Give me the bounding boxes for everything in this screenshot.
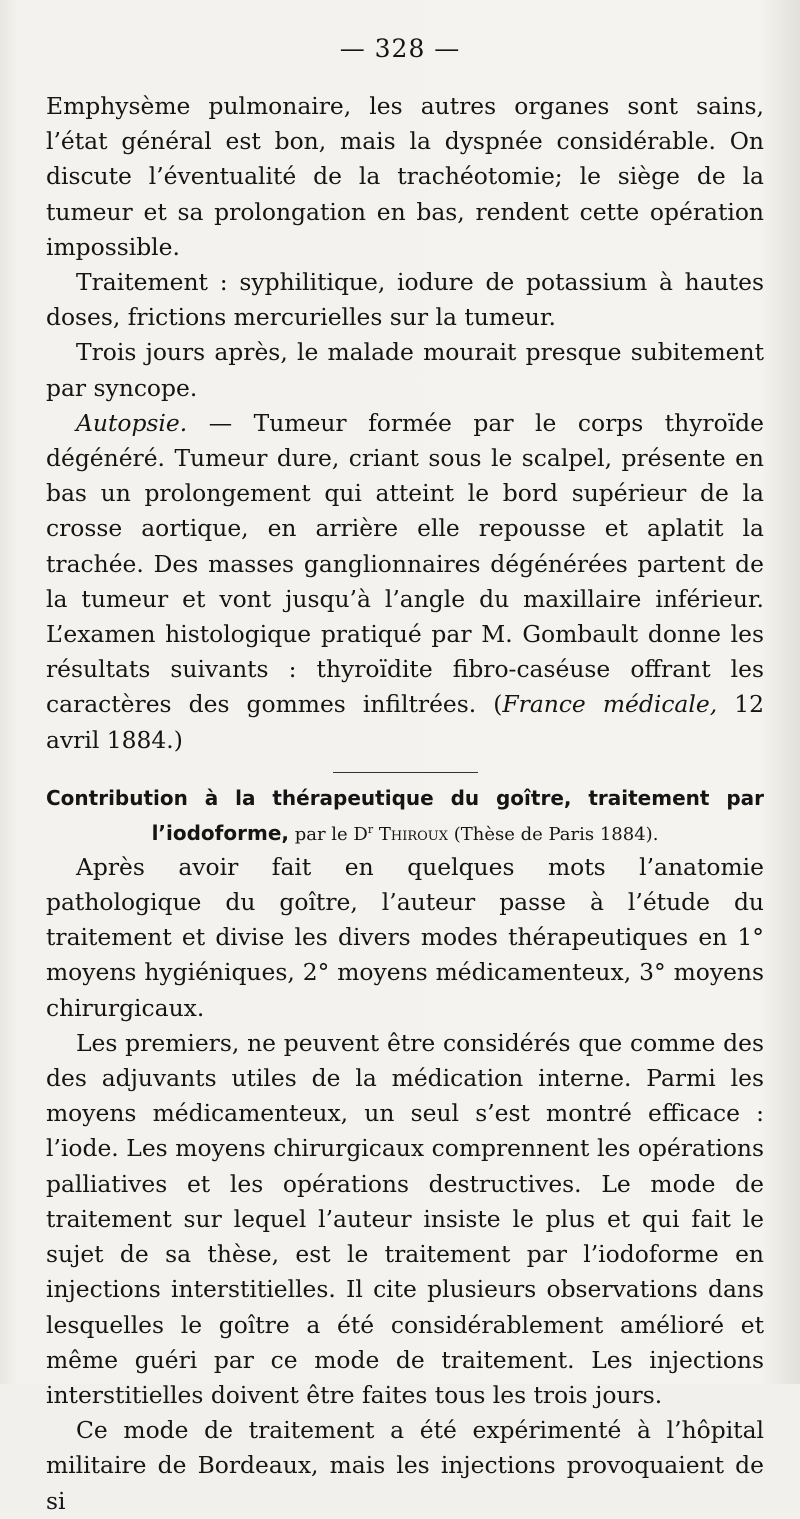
author-name: Thiroux: [378, 823, 448, 845]
article-body: [46, 89, 764, 1519]
heading-byline: [289, 824, 658, 845]
source-date: 12 avril 1884.): [46, 690, 764, 754]
source-journal: France médicale,: [502, 690, 718, 719]
paragraph-death: Trois jours après, le malade mourait presque subitement par syncope.: [46, 338, 764, 402]
section-divider: [333, 772, 478, 773]
paragraph-bordeaux: Ce mode de traitement a été expérimenté à l’hôpital militaire de Bordeaux, mais les injections provoquaient de si: [46, 1416, 764, 1515]
paragraph-overview: Après avoir fait en quelques mots l’anatomie pathologique du goître, l’auteur passe à l’étude du traitement et divise les divers modes thérapeutiques en 1° moyens hygiéniques, 2° moyens médicamenteux, 3° moyens chirurgicaux.: [46, 852, 764, 1022]
byline-prefix: par le D: [288, 823, 368, 845]
article-heading: [46, 783, 764, 850]
paragraph-treatment: Traitement : syphilitique, iodure de potassium à hautes doses, frictions mercurielles sur la tumeur.: [46, 268, 764, 332]
byline-dr-sup: r: [367, 822, 374, 836]
paragraph-methods: Les premiers, ne peuvent être considérés que comme des des adjuvants utiles de la médication interne. Parmi les moyens médicamenteux, un seul s’est montré efficace : l’iode. Les moyens chirurgicaux comprennent les opérations palliatives et les opérations destructives. Le mode de traitement sur lequel l’auteur insiste le plus et qui fait le sujet de sa thèse, est le traitement par l’iodoforme en injections interstitielles. Il cite plusieurs observations dans lesquelles le goître a été considérablement amélioré et même guéri par ce mode de traitement. Les injections interstitielles doivent être faites tous les trois jours.: [46, 1028, 764, 1409]
autopsy-label: Autopsie.: [76, 408, 188, 437]
paragraph-autopsy: [46, 406, 764, 758]
heading-title: Contribution à la thérapeutique du goître, traitement par l’iodoforme,: [46, 785, 764, 845]
autopsy-text: — Tumeur formée par le corps thyroïde dégénéré. Tumeur dure, criant sous le scalpel, présente en bas un prolongement qui atteint le bord supérieur de la crosse aortique, en arrière elle repousse et aplatit la trachée. Des masses ganglionnaires dégénérées partent de la tumeur et vont jusqu’à l’angle du maxillaire inférieur. L’examen histologique pratiqué par M. Gombault donne les résultats suivants : thyroïdite fibro-caséuse offrant les caractères des gommes infiltrées. (: [46, 408, 764, 719]
page-number: — 328 —: [339, 34, 461, 63]
thesis-ref: (Thèse de Paris 1884).: [448, 823, 659, 845]
paragraph-emphysema: Emphysème pulmonaire, les autres organes sont sains, l’état général est bon, mais la dyspnée considérable. On discute l’éventualité de la trachéotomie; le siège de la tumeur et sa prolongation en bas, rendent cette opération impossible.: [46, 92, 764, 261]
